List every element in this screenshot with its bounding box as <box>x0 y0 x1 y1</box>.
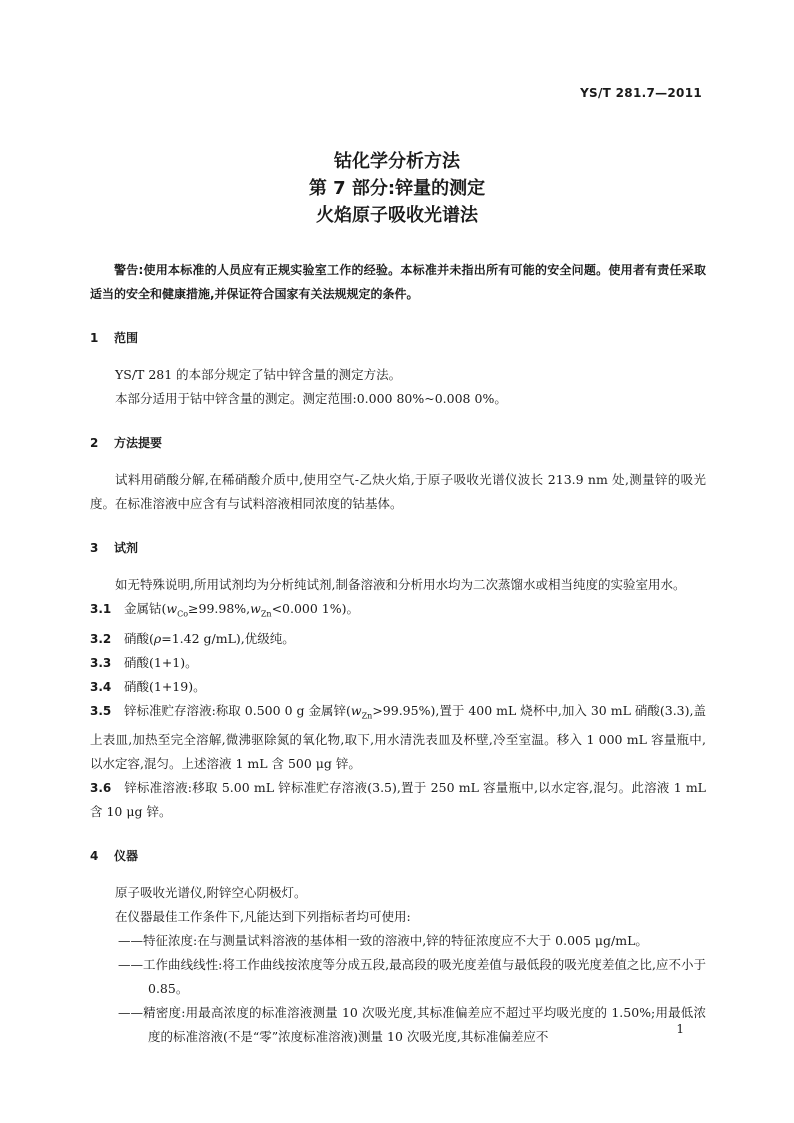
item-text: 工作曲线线性:将工作曲线按浓度等分成五段,最高段的吸光度差值与最低段的吸光度差值之比,应不小于 0.85。 <box>143 957 706 996</box>
item-number: 3.5 <box>90 703 112 718</box>
subscript: Zn <box>361 711 373 720</box>
document-body <box>90 258 706 1049</box>
paragraph: 原子吸收光谱仪,附锌空心阴极灯。 <box>115 885 307 900</box>
page-number: 1 <box>676 1022 684 1036</box>
item-text: 精密度:用最高浓度的标准溶液测量 10 次吸光度,其标准偏差应不超过平均吸光度的 1.50%;用最低浓度的标准溶液(不是“零”浓度标准溶液)测量 10 次吸光度,其标准偏差应不 <box>143 1005 706 1044</box>
item-text: 金属钴( <box>124 601 167 616</box>
paragraph: 如无特殊说明,所用试剂均为分析纯试剂,制备溶液和分析用水均为二次蒸馏水或相当纯度的实验室用水。 <box>115 577 686 592</box>
section-heading-principle <box>90 431 706 455</box>
dash-mark: —— <box>118 957 143 972</box>
item-text: 锌标准贮存溶液:称取 0.500 0 g 金属锌( <box>124 702 351 718</box>
paragraph: YS/T 281 的本部分规定了钴中锌含量的测定方法。 <box>115 367 402 382</box>
warning-paragraph: 警告:使用本标准的人员应有正规实验室工作的经验。本标准并未指出所有可能的安全问题。使用者有责任采取适当的安全和健康措施,并保证符合国家有关法规规定的条件。 <box>90 263 706 301</box>
subscript: Co <box>177 609 189 619</box>
section-number: 4 <box>90 849 99 863</box>
paragraph: 本部分适用于钴中锌含量的测定。测定范围:0.000 80%~0.008 0%。 <box>115 391 507 406</box>
section-number: 2 <box>90 436 99 450</box>
item-text: ≥99.98%, <box>188 601 251 616</box>
section-title: 试剂 <box>114 541 139 555</box>
dash-mark: —— <box>118 933 143 948</box>
item-number: 3.2 <box>90 631 112 646</box>
section-heading-reagents <box>90 536 706 560</box>
reagent-item <box>90 597 706 627</box>
item-text: w <box>250 601 261 616</box>
section-heading-scope <box>90 326 706 350</box>
section-title: 仪器 <box>114 849 139 863</box>
section-title: 方法提要 <box>114 436 163 450</box>
item-text: w <box>166 601 178 616</box>
item-text: 硝酸( <box>124 630 154 646</box>
item-text: =1.42 g/mL),优级纯。 <box>161 630 295 646</box>
dash-mark: —— <box>118 1005 143 1020</box>
item-text: 锌标准溶液:移取 5.00 mL 锌标准贮存溶液(3.5),置于 250 mL 容量瓶中,以水定容,混匀。此溶液 1 mL 含 10 μg 锌。 <box>90 780 706 819</box>
list-item <box>90 953 706 1001</box>
item-number: 3.6 <box>90 781 112 795</box>
item-text: ρ <box>153 630 162 646</box>
subscript: Zn <box>260 609 272 619</box>
reagent-item <box>90 627 706 651</box>
item-text: 特征浓度:在与测量试料溶液的基体相一致的溶液中,锌的特征浓度应不大于 0.005 μg/mL。 <box>143 933 648 948</box>
item-text: >99.95%),置于 400 mL 烧杯中,加入 30 mL 硝酸(3.3),盖上表皿,加热至完全溶解,微沸驱除氮的氧化物,取下,用水清洗表皿及杯壁,冷至室温。移入 1 000 mL 容量瓶中,以水定容,混匀。上述溶液 1 mL 含 500 μg 锌。 <box>90 702 706 771</box>
reagent-item <box>90 651 706 675</box>
title-line-3: 火焰原子吸收光谱法 <box>316 205 478 226</box>
standard-code: YS/T 281.7—2011 <box>580 86 702 100</box>
section-number: 3 <box>90 541 99 555</box>
reagent-item <box>90 776 706 824</box>
list-item <box>90 1001 706 1049</box>
item-text: 硝酸(1+19)。 <box>124 678 206 694</box>
paragraph: 试料用硝酸分解,在稀硝酸介质中,使用空气-乙炔火焰,于原子吸收光谱仪波长 213.9 nm 处,测量锌的吸光度。在标准溶液中应含有与试料溶液相同浓度的钴基体。 <box>90 472 706 511</box>
title-line-1: 钴化学分析方法 <box>334 151 460 172</box>
section-heading-apparatus <box>90 844 706 868</box>
list-item <box>90 929 706 953</box>
reagent-item <box>90 699 706 777</box>
item-number: 3.4 <box>90 679 112 694</box>
document-title <box>0 148 794 229</box>
section-number: 1 <box>90 331 99 345</box>
item-text: w <box>350 702 362 718</box>
paragraph: 在仪器最佳工作条件下,凡能达到下列指标者均可使用: <box>115 909 411 924</box>
item-number: 3.1 <box>90 602 112 616</box>
item-number: 3.3 <box>90 655 112 670</box>
item-text: 硝酸(1+1)。 <box>124 654 198 670</box>
item-text: <0.000 1%)。 <box>271 601 360 616</box>
section-title: 范围 <box>114 331 139 345</box>
title-line-2: 第 7 部分:锌量的测定 <box>308 178 486 199</box>
reagent-item <box>90 675 706 699</box>
